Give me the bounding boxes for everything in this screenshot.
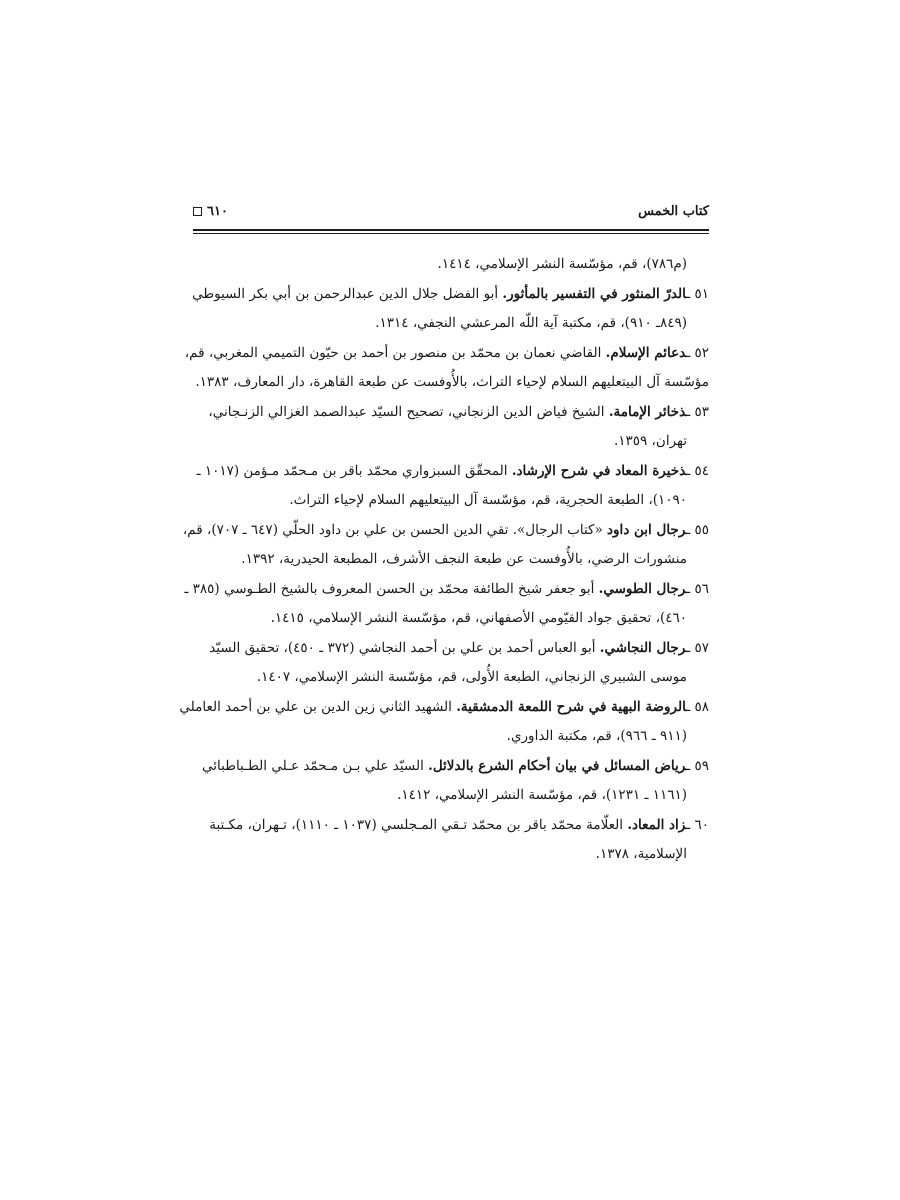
entry-number: ٥٥ ـ [686, 521, 709, 538]
entry-title: زاد المعاد. [627, 816, 687, 833]
entry-first-line [184, 575, 709, 605]
entry-details: «كتاب الرجال». تقي الدين الحسن بن علي بن داود الحلّي (٦٤٧ ـ ٧٠٧)، قم، [182, 521, 608, 538]
entry-continuation-line: الإسلامية، ١٣٧٨. [595, 846, 687, 862]
header-page-number [193, 204, 228, 219]
entry-continuation-line: ١٠٩٠)، الطبعة الحجرية، قم، مؤسّسة آل البيتعليهم السلام لإحياء التراث. [289, 492, 687, 508]
page-number: ٦١٠ [207, 204, 228, 219]
entry-first-line [179, 693, 709, 723]
entry-title: رياض المسائل في بيان أحكام الشرع بالدلائل. [428, 757, 687, 774]
entry-continuation-line: مؤسّسة آل البيتعليهم السلام لإحياء التراث، بالأُوفست عن طبعة القاهرة، دار المعارف، ١٣٨٣. [195, 374, 709, 390]
entry-first-line [184, 339, 709, 369]
bibliography-entry-57 [193, 634, 709, 693]
entry-first-line [193, 398, 709, 428]
square-box-icon [193, 207, 202, 216]
entry-number: ٥٨ ـ [686, 698, 709, 715]
header-book-title: كتاب الخمس [638, 204, 709, 219]
bibliography-entry-52 [184, 339, 709, 398]
entry-title: الروضة البهية في شرح اللمعة الدمشقية. [456, 698, 687, 715]
entry-continuation-line: (٩١١ ـ ٩٦٦)، قم، مكتبة الداوري. [506, 728, 687, 744]
entry-title: رجال النجاشي. [599, 639, 687, 656]
entry-number: ٥٦ ـ [686, 580, 709, 597]
entry-title: الدرّ المنثور في التفسير بالمأثور. [502, 285, 687, 302]
entry-continuation-line: تهران، ١٣٥٩. [613, 433, 687, 449]
entry-first-line [193, 811, 709, 841]
entry-number: ٥٢ ـ [686, 344, 709, 361]
entry-details: أبو الفضل جلال الدين عبدالرحمن بن أبي بكر السيوطي [192, 285, 503, 302]
entry-continuation-line: (١١٦١ ـ ١٢٣١)، قم، مؤسّسة النشر الإسلامي، ١٤١٢. [397, 787, 687, 803]
entry-first-line [193, 280, 709, 310]
entry-first-line [193, 457, 709, 487]
entry-continuation-line: (م٧٨٦)، قم، مؤسّسة النشر الإسلامي، ١٤١٤. [437, 256, 687, 272]
entry-title: رجال الطوسي. [598, 580, 687, 597]
entry-title: رجال ابن داود [607, 521, 687, 538]
entry-details: المحقّق السبزواري محمّد باقر بن مـحمّد مـؤمن (١٠١٧ ـ [196, 462, 512, 479]
bibliography-body [179, 250, 709, 870]
entry-details: السيّد علي بـن مـحمّد عـلي الطـباطبائي [202, 757, 429, 774]
entry-number: ٦٠ ـ [686, 816, 709, 833]
entry-continuation-line: موسى الشبيري الزنجاني، الطبعة الأُولى، قم، مؤسّسة النشر الإسلامي، ١٤٠٧. [256, 669, 687, 685]
entry-details: أبو جعفر شيخ الطائفة محمّد بن الحسن المعروف بالشيخ الطـوسي (٣٨٥ ـ [184, 580, 599, 597]
entry-number: ٥٣ ـ [686, 403, 709, 420]
bibliography-entry-56 [184, 575, 709, 634]
entry-details: القاضي نعمان بن محمّد بن منصور بن أحمد بن حيّون التميمي المغربي، قم، [184, 344, 606, 361]
entry-title: ذخيرة المعاد في شرح الإرشاد. [511, 462, 687, 479]
entry-number: ٥٩ ـ [686, 757, 709, 774]
bibliography-entry-58 [179, 693, 709, 752]
bibliography-entry-53 [193, 398, 709, 457]
entry-number: ٥٤ ـ [686, 462, 709, 479]
entry-continuation-line: (٨٤٩ـ ٩١٠)، قم، مكتبة آية اللّه المرعشي النجفي، ١٣١٤. [375, 315, 687, 331]
header-rule-thin [193, 233, 709, 234]
bibliography-entry-60 [193, 811, 709, 870]
entry-details: العلّامة محمّد باقر بن محمّد تـقي المـجلسي (١٠٣٧ ـ ١١١٠)، تـهران، مكـتبة [209, 816, 628, 833]
entry-continuation-line: ٤٦٠)، تحقيق جواد القيّومي الأصفهاني، قم، مؤسّسة النشر الإسلامي، ١٤١٥. [270, 610, 687, 626]
entry-details: الشهيد الثاني زين الدين بن علي بن أحمد العاملي [179, 698, 457, 715]
bibliography-entry-50-tail [193, 250, 709, 280]
entry-first-line [193, 634, 709, 664]
header-rule-thick [193, 229, 709, 231]
entry-details: الشيخ فياض الدين الزنجاني، تصحيح السيّد عبدالصمد الغزالي الزنـجاني، [208, 403, 609, 420]
bibliography-entry-55 [182, 516, 709, 575]
entry-details: أبو العباس أحمد بن علي بن أحمد النجاشي (٣٧٢ ـ ٤٥٠)، تحقيق السيّد [209, 639, 600, 656]
entry-title: ذخائر الإمامة. [608, 403, 687, 420]
bibliography-entry-54 [193, 457, 709, 516]
entry-first-line [182, 516, 709, 546]
running-header [193, 200, 709, 228]
entry-first-line [193, 752, 709, 782]
bibliography-entry-59 [193, 752, 709, 811]
bibliography-entry-51 [193, 280, 709, 339]
entry-number: ٥١ ـ [686, 285, 709, 302]
entry-continuation-line: منشورات الرضي، بالأُوفست عن طبعة النجف الأشرف، المطبعة الحيدرية، ١٣٩٢. [241, 551, 687, 567]
entry-title: دعائم الإسلام. [605, 344, 687, 361]
entry-number: ٥٧ ـ [686, 639, 709, 656]
